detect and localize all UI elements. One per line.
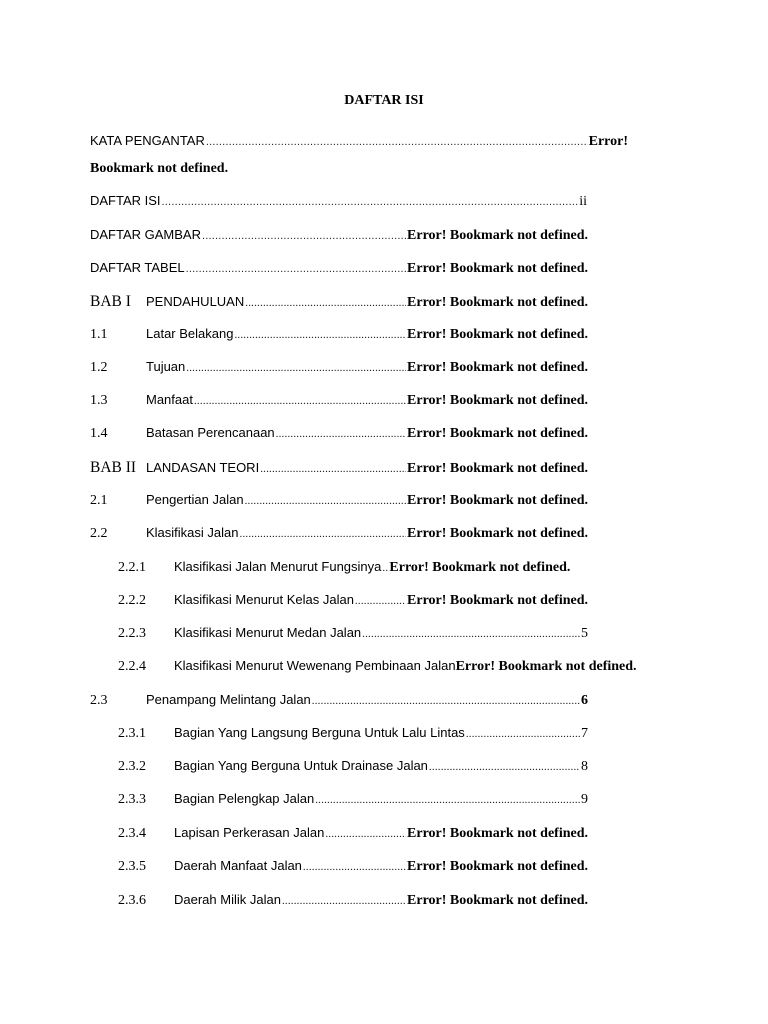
dot-leader: [303, 861, 406, 873]
toc-entry-2-2-4[interactable]: [118, 658, 668, 678]
toc-entry-label: Lapisan Perkerasan Jalan: [174, 825, 325, 840]
toc-subsection-number: 2.3.6: [118, 893, 146, 908]
toc-section-number: 2.2: [90, 526, 108, 541]
toc-page-ref: Error! Bookmark not defined.: [407, 327, 588, 342]
toc-entry-daftar-gambar[interactable]: [90, 227, 588, 247]
toc-entry-label: DAFTAR ISI: [90, 193, 161, 208]
dot-leader: [325, 828, 406, 840]
dot-leader: [186, 362, 406, 374]
toc-entry-2-3-2[interactable]: [118, 758, 588, 778]
toc-entry-2-2-3[interactable]: [118, 625, 588, 645]
toc-subsection-number: 2.3.5: [118, 859, 146, 874]
toc-entry-1-2[interactable]: [90, 359, 588, 379]
toc-section-number: 2.3: [90, 693, 108, 708]
toc-entry-kata-pengantar[interactable]: [90, 133, 628, 153]
toc-entry-daftar-isi[interactable]: [90, 193, 587, 213]
toc-entry-label: Daerah Manfaat Jalan: [174, 858, 302, 873]
toc-entry-2-3-3[interactable]: [118, 791, 588, 811]
toc-entry-1-4[interactable]: [90, 425, 588, 445]
toc-entry-bab-1[interactable]: [90, 293, 588, 313]
toc-chapter-number: BAB II: [90, 459, 137, 476]
toc-entry-label: Daerah Milik Jalan: [174, 892, 281, 907]
toc-entry-bab-2[interactable]: [90, 459, 588, 479]
dot-leader: [315, 794, 580, 806]
toc-page-ref: ii: [579, 194, 587, 209]
toc-entry-label: Pengertian Jalan: [146, 492, 244, 507]
toc-entry-2-3-4[interactable]: [118, 825, 588, 845]
page-title: DAFTAR ISI: [344, 93, 424, 108]
toc-page-ref: Error! Bookmark not defined.: [407, 593, 588, 608]
dot-leader: [206, 136, 588, 148]
toc-entry-2-2-1[interactable]: [118, 559, 598, 579]
toc-subsection-number: 2.2.4: [118, 659, 146, 674]
toc-subsection-number: 2.3.4: [118, 826, 146, 841]
toc-page-ref: Error! Bookmark not defined.: [407, 228, 588, 243]
toc-subsection-number: 2.3.2: [118, 759, 146, 774]
toc-section-number: 1.2: [90, 360, 108, 375]
toc-page-ref: Error! Bookmark not defined.: [407, 893, 588, 908]
toc-page-ref: Error!: [588, 134, 628, 149]
toc-page-ref: 7: [581, 726, 588, 741]
dot-leader: [186, 263, 406, 275]
toc-entry-label: Bagian Pelengkap Jalan: [174, 791, 315, 806]
toc-entry-2-3-1[interactable]: [118, 725, 588, 745]
toc-section-number: 1.1: [90, 327, 108, 342]
toc-entry-label: Batasan Perencanaan: [146, 425, 275, 440]
dot-leader: [429, 761, 580, 773]
toc-page-ref: Error! Bookmark not defined.: [407, 295, 588, 310]
toc-chapter-number: BAB I: [90, 293, 131, 310]
dot-leader: [162, 196, 579, 208]
toc-entry-label: Bagian Yang Berguna Untuk Drainase Jalan: [174, 758, 428, 773]
toc-entry-2-1[interactable]: [90, 492, 588, 512]
toc-page-ref-continued: Bookmark not defined.: [90, 161, 229, 176]
toc-page-ref: Error! Bookmark not defined.: [389, 560, 571, 575]
toc-entry-1-1[interactable]: [90, 326, 588, 346]
dot-leader: [382, 562, 388, 574]
toc-page-ref: Error! Bookmark not defined.: [407, 393, 588, 408]
dot-leader: [234, 329, 406, 341]
toc-entry-label: Klasifikasi Menurut Wewenang Pembinaan Jalan: [174, 658, 456, 673]
toc-entry-label: Bagian Yang Langsung Berguna Untuk Lalu Lintas: [174, 725, 465, 740]
toc-page-ref: Error! Bookmark not defined.: [455, 659, 637, 674]
toc-subsection-number: 2.3.1: [118, 726, 146, 741]
toc-section-number: 1.4: [90, 426, 108, 441]
toc-entry-label: Latar Belakang: [146, 326, 234, 341]
dot-leader: [245, 297, 406, 309]
dot-leader: [355, 595, 406, 607]
toc-entry-label: DAFTAR TABEL: [90, 260, 185, 275]
toc-page-ref: Error! Bookmark not defined.: [407, 426, 588, 441]
toc-subsection-number: 2.3.3: [118, 792, 146, 807]
dot-leader: [466, 728, 580, 740]
toc-page-ref: Error! Bookmark not defined.: [407, 461, 588, 476]
toc-page-ref: 5: [581, 626, 588, 641]
toc-entry-label: Klasifikasi Jalan: [146, 525, 239, 540]
dot-leader: [362, 628, 580, 640]
dot-leader: [194, 395, 406, 407]
toc-entry-label: Manfaat: [146, 392, 193, 407]
toc-entry-2-2-2[interactable]: [118, 592, 588, 612]
toc-entry-label: Tujuan: [146, 359, 186, 374]
toc-entry-2-3-5[interactable]: [118, 858, 588, 878]
toc-entry-2-2[interactable]: [90, 525, 588, 545]
toc-page-ref: Error! Bookmark not defined.: [407, 526, 588, 541]
dot-leader: [260, 463, 406, 475]
toc-page-ref: 8: [581, 759, 588, 774]
toc-subsection-number: 2.2.2: [118, 593, 146, 608]
toc-subsection-number: 2.2.3: [118, 626, 146, 641]
toc-entry-label: PENDAHULUAN: [146, 294, 245, 309]
toc-subsection-number: 2.2.1: [118, 560, 146, 575]
toc-entry-2-3-6[interactable]: [118, 892, 588, 912]
dot-leader: [240, 528, 407, 540]
toc-entry-1-3[interactable]: [90, 392, 588, 412]
toc-entry-label: DAFTAR GAMBAR: [90, 227, 201, 242]
toc-page-ref: Error! Bookmark not defined.: [407, 261, 588, 276]
dot-leader: [276, 428, 406, 440]
dot-leader: [312, 695, 580, 707]
dot-leader: [245, 495, 406, 507]
dot-leader: [282, 895, 406, 907]
toc-entry-2-3[interactable]: [90, 692, 588, 712]
toc-page-ref: 9: [581, 792, 588, 807]
toc-section-number: 1.3: [90, 393, 108, 408]
toc-page-ref: Error! Bookmark not defined.: [407, 493, 588, 508]
dot-leader: [202, 230, 406, 242]
toc-entry-label: Klasifikasi Menurut Kelas Jalan: [174, 592, 354, 607]
toc-page-ref: Error! Bookmark not defined.: [407, 826, 588, 841]
toc-entry-label: LANDASAN TEORI: [146, 460, 260, 475]
toc-page-ref: 6: [581, 693, 588, 708]
toc-entry-label: Klasifikasi Jalan Menurut Fungsinya: [174, 559, 382, 574]
toc-page-ref: Error! Bookmark not defined.: [407, 859, 588, 874]
toc-entry-label: Klasifikasi Menurut Medan Jalan: [174, 625, 362, 640]
toc-entry-label: KATA PENGANTAR: [90, 133, 205, 148]
toc-entry-daftar-tabel[interactable]: [90, 260, 588, 280]
toc-section-number: 2.1: [90, 493, 108, 508]
toc-entry-label: Penampang Melintang Jalan: [146, 692, 311, 707]
toc-page-ref: Error! Bookmark not defined.: [407, 360, 588, 375]
